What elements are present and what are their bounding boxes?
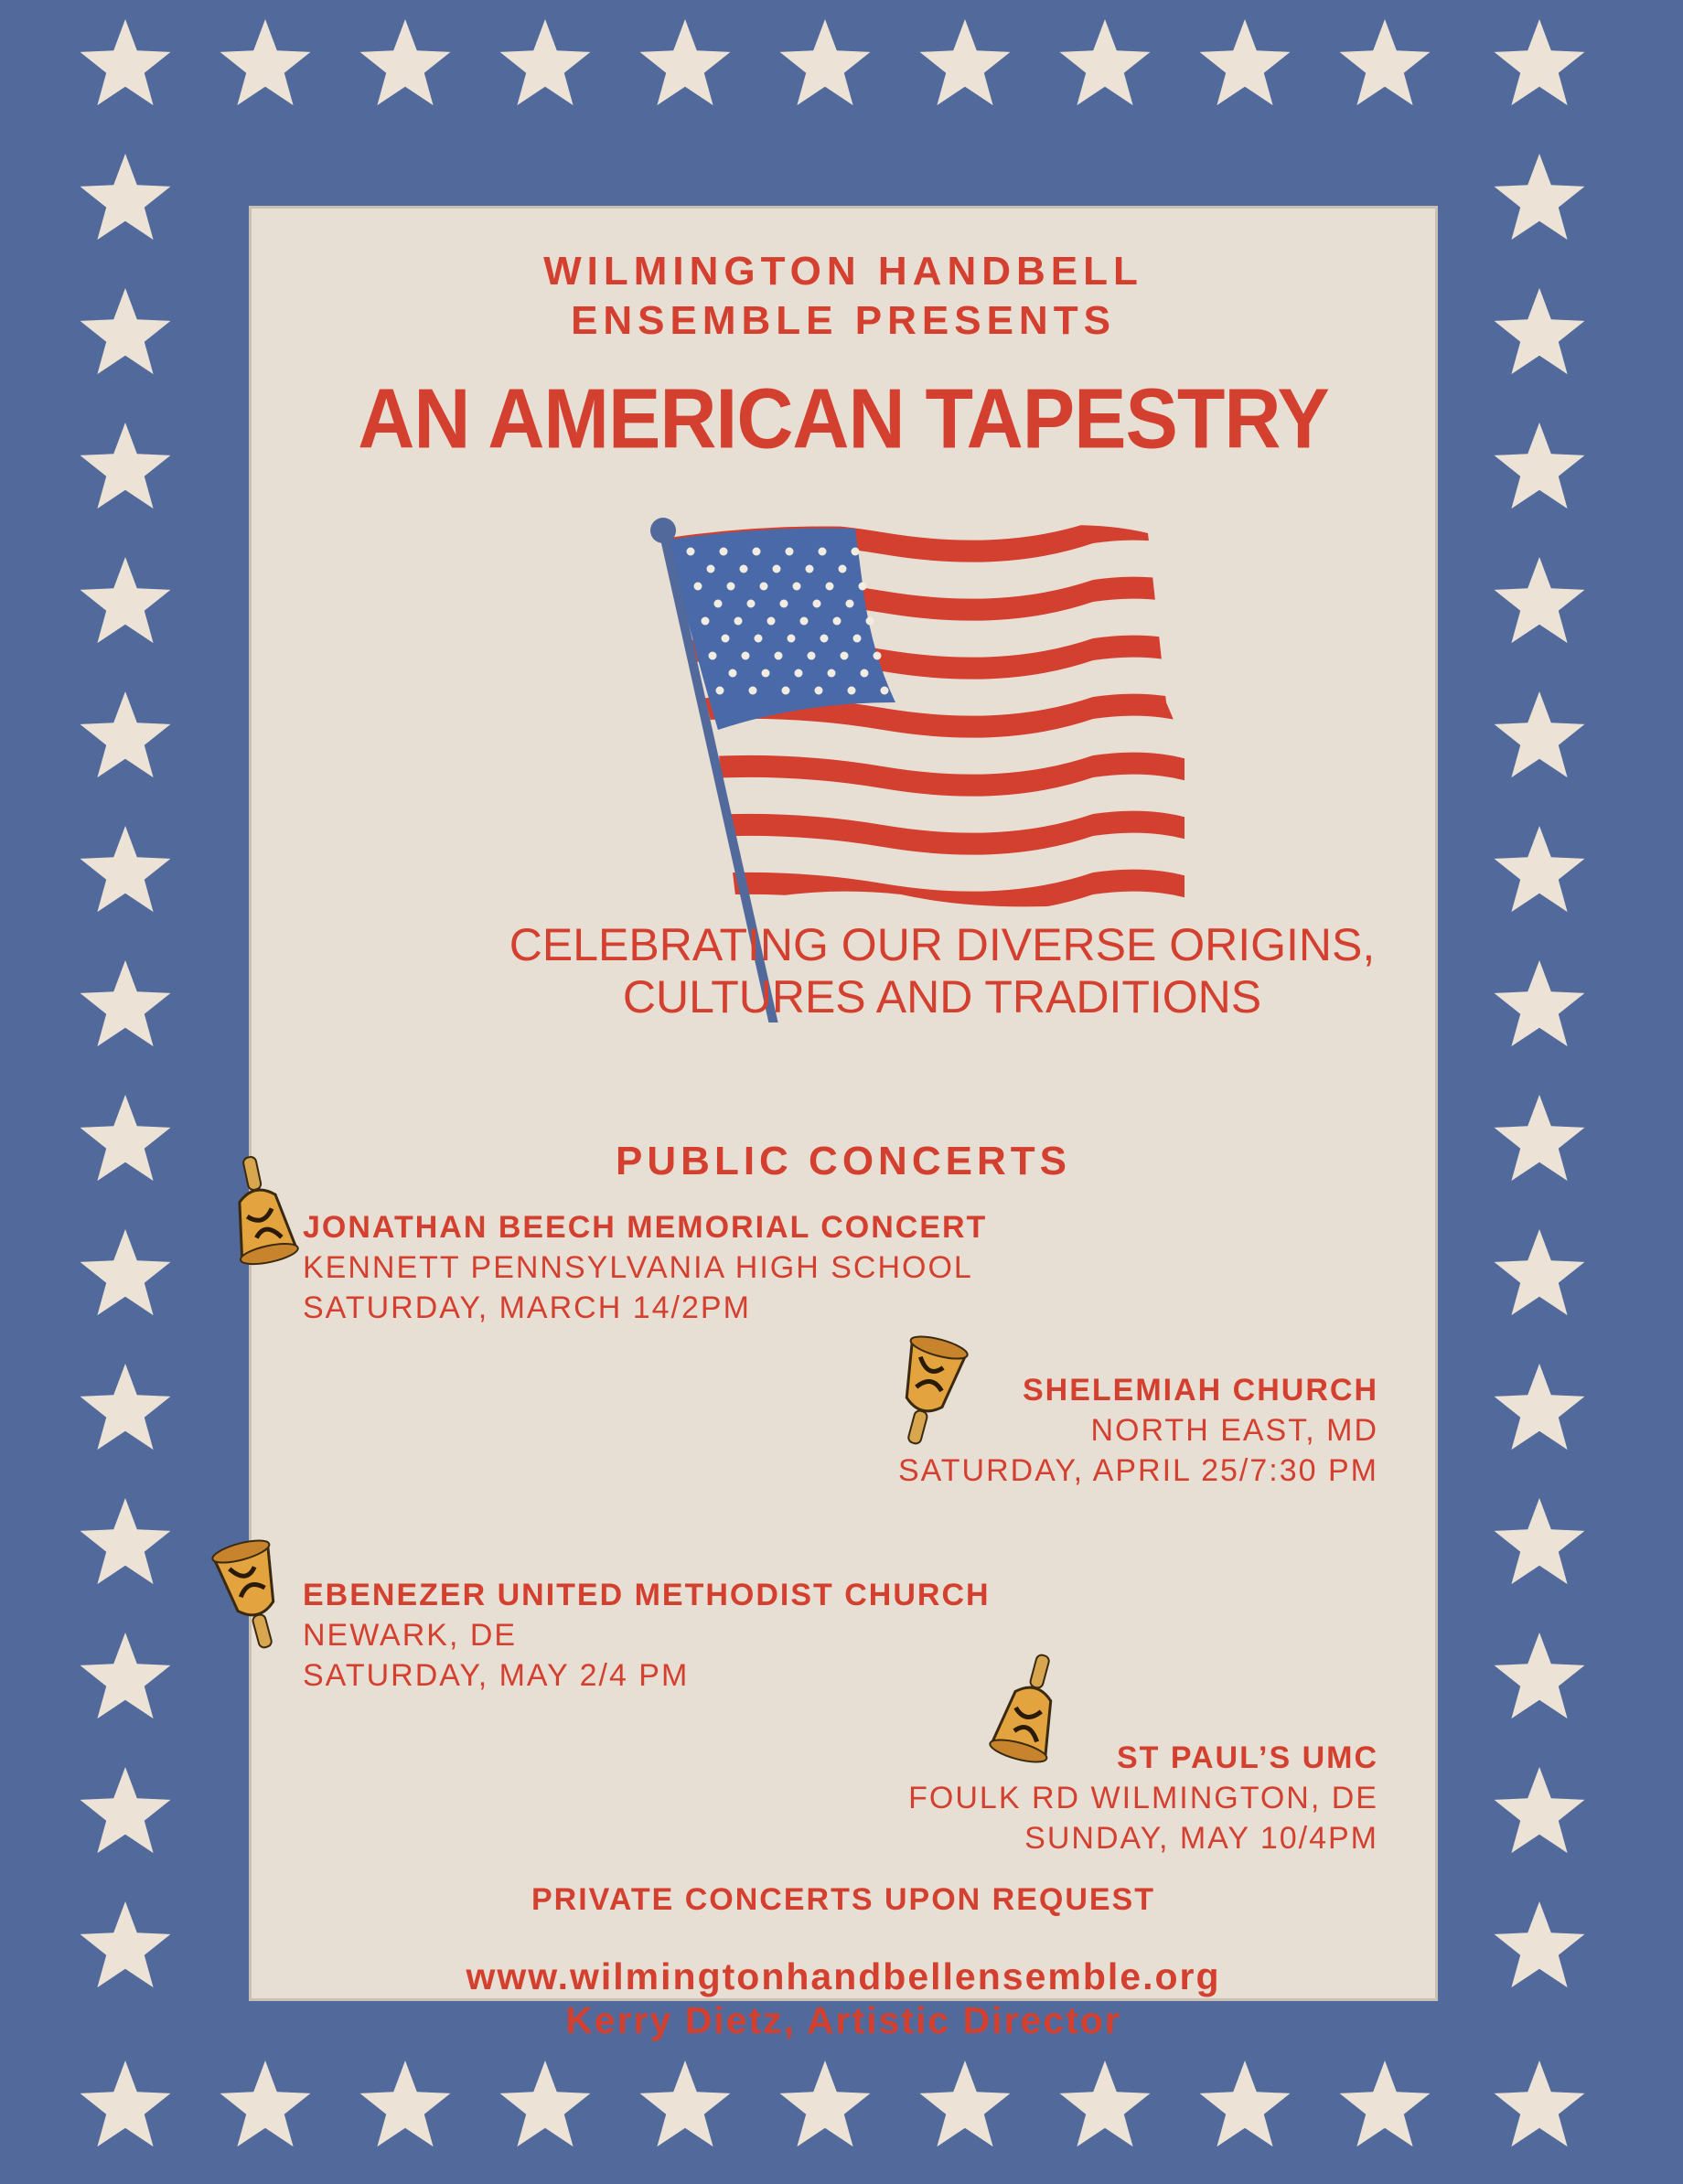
star-icon — [220, 19, 311, 105]
tagline — [370, 919, 1514, 1023]
star-icon — [80, 826, 171, 912]
website-link[interactable]: www.wilmingtonhandbellensemble.org — [466, 1955, 1221, 1997]
star-icon — [80, 1229, 171, 1315]
star-icon — [1495, 19, 1585, 105]
star-icon — [1495, 423, 1585, 509]
star-icon — [1495, 1095, 1585, 1181]
star-icon — [80, 1498, 171, 1584]
star-icon — [1495, 1901, 1585, 1987]
artistic-director: Kerry Dietz, Artistic Director — [565, 1999, 1121, 2041]
star-icon — [1340, 19, 1431, 105]
presents-line-1: WILMINGTON HANDBELL — [543, 249, 1143, 294]
star-icon — [80, 19, 171, 105]
public-concerts-heading: PUBLIC CONCERTS — [616, 1139, 1071, 1183]
tagline-line-2: CULTURES AND TRADITIONS — [622, 971, 1262, 1022]
star-icon — [1495, 557, 1585, 643]
poster-panel — [249, 206, 1438, 2041]
concert-venue: KENNETT PENNSYLVANIA HIGH SCHOOL — [303, 1250, 973, 1285]
concert-date: SUNDAY, MAY 10/4PM — [1024, 1821, 1378, 1856]
star-icon — [780, 2061, 871, 2147]
concert-venue: NORTH EAST, MD — [1090, 1413, 1378, 1448]
star-icon — [1060, 19, 1151, 105]
star-icon — [80, 960, 171, 1046]
star-icon — [80, 154, 171, 240]
star-icon — [80, 1364, 171, 1450]
tagline-line-1: CELEBRATING OUR DIVERSE ORIGINS, — [509, 919, 1376, 970]
star-icon — [1495, 288, 1585, 374]
star-icon — [1495, 2061, 1585, 2147]
poster-title: AN AMERICAN TAPESTRY — [358, 371, 1329, 466]
star-icon — [1495, 1229, 1585, 1315]
star-icon — [80, 557, 171, 643]
private-concerts-note: PRIVATE CONCERTS UPON REQUEST — [531, 1882, 1156, 1917]
star-icon — [80, 2061, 171, 2147]
star-icon — [1495, 1767, 1585, 1853]
star-icon — [1060, 2061, 1151, 2147]
star-icon — [500, 19, 591, 105]
presents-line-2: ENSEMBLE PRESENTS — [571, 298, 1116, 343]
star-icon — [780, 19, 871, 105]
star-icon — [1495, 1498, 1585, 1584]
star-icon — [1495, 1633, 1585, 1718]
star-icon — [1495, 691, 1585, 777]
star-icon — [80, 691, 171, 777]
star-icon — [500, 2061, 591, 2147]
star-icon — [1340, 2061, 1431, 2147]
star-icon — [640, 2061, 731, 2147]
star-icon — [1495, 826, 1585, 912]
star-icon — [920, 19, 1011, 105]
concert-name: ST PAUL’S UMC — [1116, 1740, 1378, 1775]
concert-date: SATURDAY, APRIL 25/7:30 PM — [897, 1453, 1378, 1488]
star-icon — [80, 1095, 171, 1181]
star-icon — [1200, 2061, 1291, 2147]
star-icon — [360, 19, 451, 105]
star-icon — [80, 1767, 171, 1853]
concert-name: EBENEZER UNITED METHODIST CHURCH — [303, 1578, 991, 1612]
presents-header — [252, 247, 1435, 346]
star-icon — [640, 19, 731, 105]
star-icon — [80, 1633, 171, 1718]
star-icon — [80, 288, 171, 374]
star-icon — [220, 2061, 311, 2147]
star-icon — [920, 2061, 1011, 2147]
star-icon — [80, 423, 171, 509]
star-icon — [1200, 19, 1291, 105]
star-icon — [360, 2061, 451, 2147]
concert-date: SATURDAY, MAY 2/4 PM — [303, 1658, 690, 1693]
concert-item — [303, 1575, 991, 1696]
star-icon — [1495, 154, 1585, 240]
star-icon — [1495, 1364, 1585, 1450]
concert-date: SATURDAY, MARCH 14/2PM — [303, 1290, 751, 1325]
concert-venue: FOULK RD WILMINGTON, DE — [908, 1781, 1378, 1815]
star-icon — [80, 1901, 171, 1987]
concert-name: SHELEMIAH CHURCH — [1023, 1373, 1378, 1408]
concert-name: JONATHAN BEECH MEMORIAL CONCERT — [303, 1210, 988, 1245]
concert-item — [303, 1207, 987, 1328]
concert-venue: NEWARK, DE — [303, 1618, 518, 1653]
